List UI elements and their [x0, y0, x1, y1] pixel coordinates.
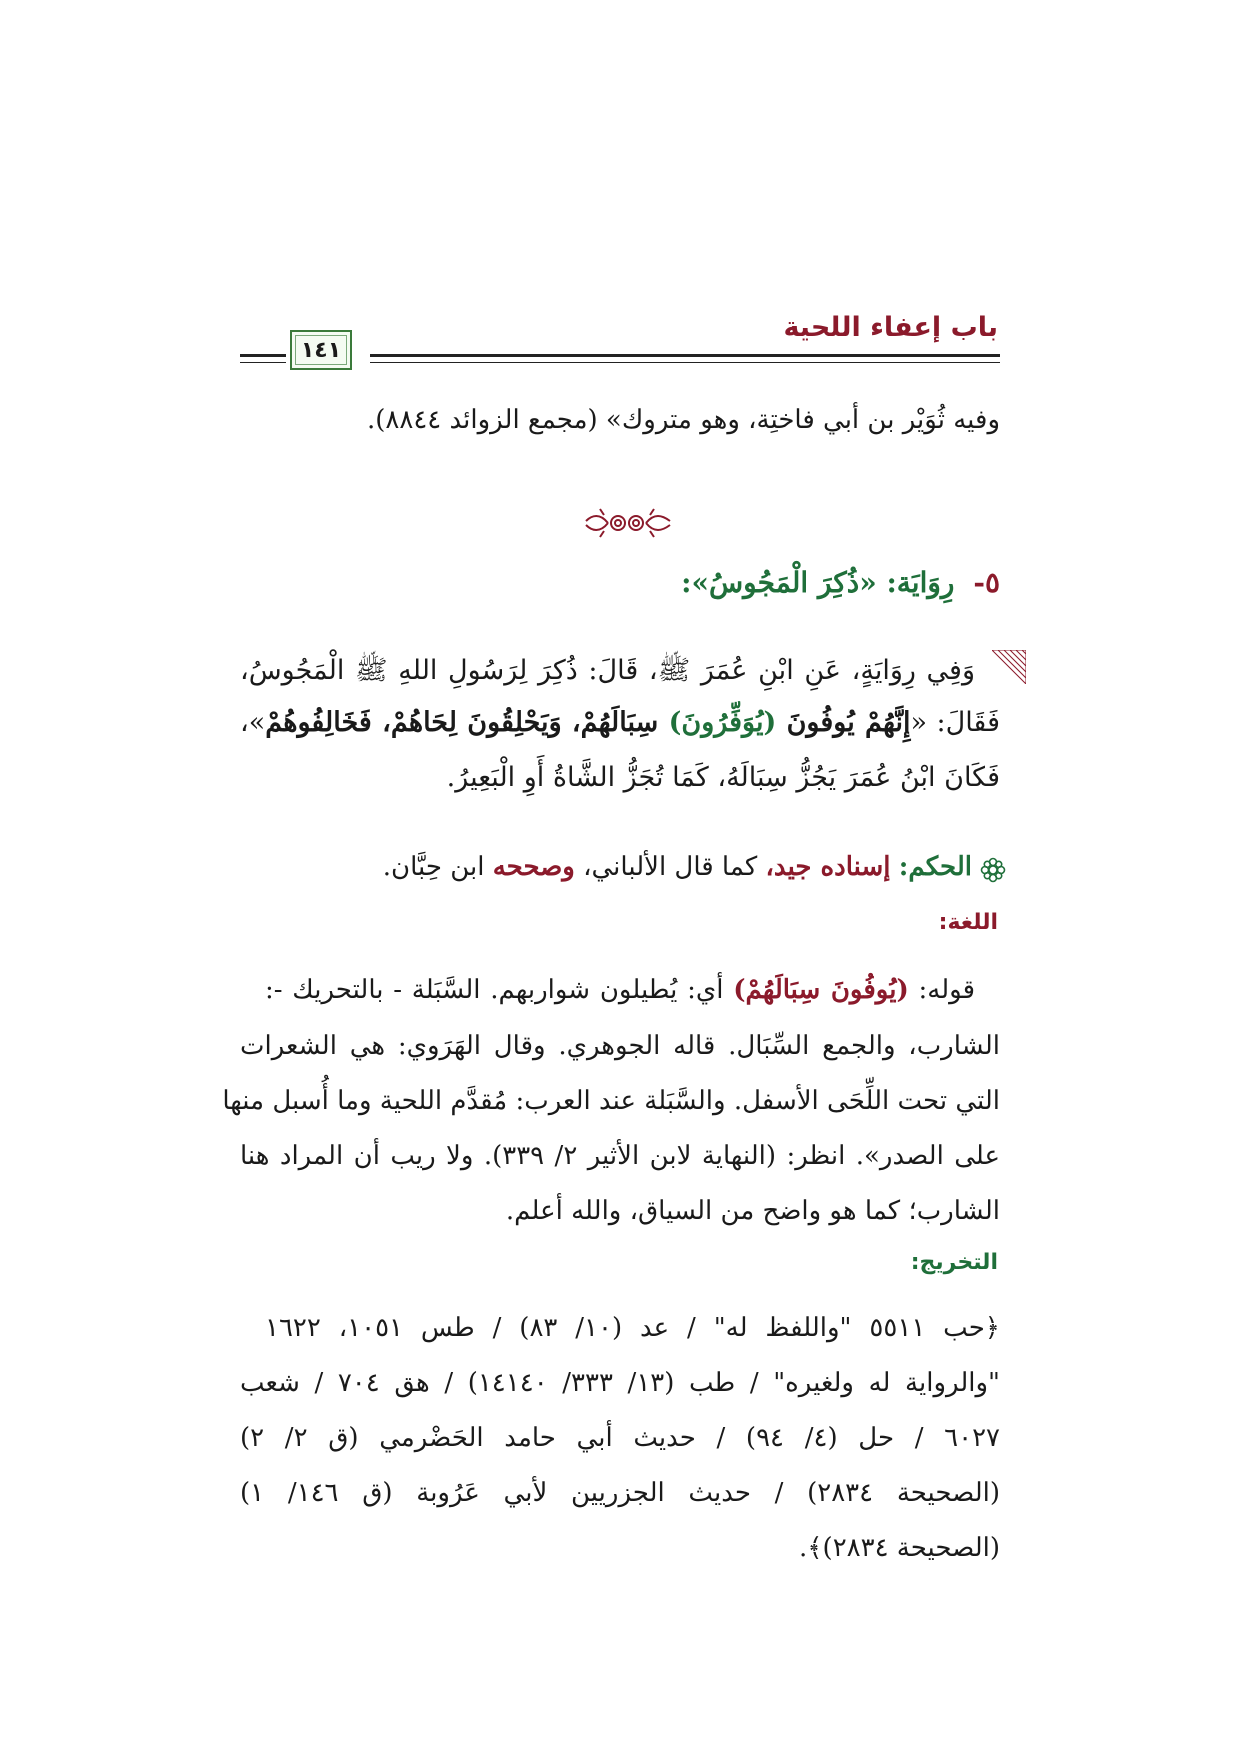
- header-rule-left-thick: [240, 354, 286, 357]
- page-number: ١٤١: [290, 330, 352, 370]
- hadith-quote-part-1: إِنَّهُمْ يُوفُونَ: [786, 707, 911, 738]
- header-rule-left-thin: [240, 362, 286, 363]
- header-rule-thin: [370, 362, 1000, 363]
- hukm-end: ابن حِبَّان.: [382, 852, 493, 882]
- lugha-line-1: [265, 975, 1000, 1006]
- hadith-line-2-intro: فَقَالَ: «: [910, 707, 1000, 738]
- hadith-line-2-end: »،: [240, 707, 266, 738]
- hukm-line: [240, 852, 972, 883]
- lugha-line-1-rest: أي: يُطيلون شواربهم. السَّبَلة - بالتحريك -:: [265, 975, 734, 1005]
- hadith-line-1: وَفِي رِوَايَةٍ، عَنِ ابْنِ عُمَرَ ﷺ، قَالَ: ذُكِرَ لِرَسُولِ اللهِ ﷺ الْمَجُوسُ،: [240, 655, 975, 686]
- section-heading: [240, 566, 1000, 600]
- section-title: رِوَايَة: «ذُكِرَ الْمَجُوسُ»:: [681, 566, 955, 599]
- footnote-continuation: وفيه ثُوَيْر بن أبي فاختِة، وهو متروك» (مجمع الزوائد ٨٨٤٤).: [366, 405, 1000, 435]
- takhrij-line-2: "والرواية له ولغيره" / طب (١٣/ ٣٣٣/ ١٤١٤٠) / هق ٧٠٤ / شعب: [240, 1368, 1001, 1398]
- takhrij-line-1: ﴿حب ٥٥١١ "واللفظ له" / عد (١٠/ ٨٣) / طس ١٠٥١، ١٦٢٢: [265, 1313, 1001, 1343]
- hadith-line-2: [240, 707, 1000, 739]
- lugha-line-3: التي تحت اللِّحَى الأسفل. والسَّبَلة عند العرب: مُقدَّم اللحية وما أُسبل منها: [222, 1086, 1000, 1116]
- header-rule-thick: [370, 354, 1000, 357]
- takhrij-line-3: ٦٠٢٧ / حل (٤/ ٩٤) / حديث أبي حامد الحَضْرمي (ق ٢/ ٢): [240, 1423, 1000, 1453]
- hukm-label: الحكم:: [898, 852, 972, 882]
- lugha-line-5: الشارب؛ كما هو واضح من السياق، والله أعلم.: [505, 1196, 1000, 1226]
- hukm-mid: كما قال الألباني،: [574, 852, 766, 882]
- corner-mark-icon: [992, 650, 1026, 684]
- lugha-line-2: الشارب، والجمع السِّبَال. قاله الجوهري. وقال الهَرَوي: هي الشعرات: [240, 1031, 1000, 1061]
- lugha-heading: اللغة:: [938, 910, 998, 935]
- running-title: باب إعفاء اللحية: [783, 312, 998, 343]
- lugha-term: (يُوفُونَ سِبَالَهُمْ): [733, 975, 909, 1005]
- section-number: ٥-: [973, 566, 1000, 599]
- hadith-quote-part-2: سِبَالَهُمْ، وَيَحْلِقُونَ لِحَاهُمْ، فَخَالِفُوهُمْ: [265, 707, 659, 738]
- hadith-line-3: فَكَانَ ابْنُ عُمَرَ يَجُزُّ سِبَالَهُ، كَمَا تُجَزُّ الشَّاةُ أَوِ الْبَعِيرُ.: [446, 762, 1000, 793]
- takhrij-heading: التخريج:: [910, 1250, 998, 1275]
- lugha-intro: قوله:: [908, 975, 976, 1005]
- lugha-line-4: على الصدر». انظر: (النهاية لابن الأثير ٢/ ٣٣٩). ولا ريب أن المراد هنا: [240, 1141, 1001, 1171]
- takhrij-line-5: (الصحيحة ٢٨٣٤)﴾.: [799, 1533, 1000, 1563]
- hukm-isnad: إسناده جيد،: [765, 852, 891, 882]
- flower-bullet-icon: [980, 857, 1006, 883]
- hukm-sahhahu: وصححه: [492, 852, 575, 882]
- ornament-divider-icon: [578, 505, 678, 541]
- hadith-variant: (يُوَفِّرُونَ): [658, 707, 787, 738]
- takhrij-line-4: (الصحيحة ٢٨٣٤) / حديث الجزريين لأبي عَرُوبة (ق ١٤٦/ ١): [240, 1478, 1001, 1508]
